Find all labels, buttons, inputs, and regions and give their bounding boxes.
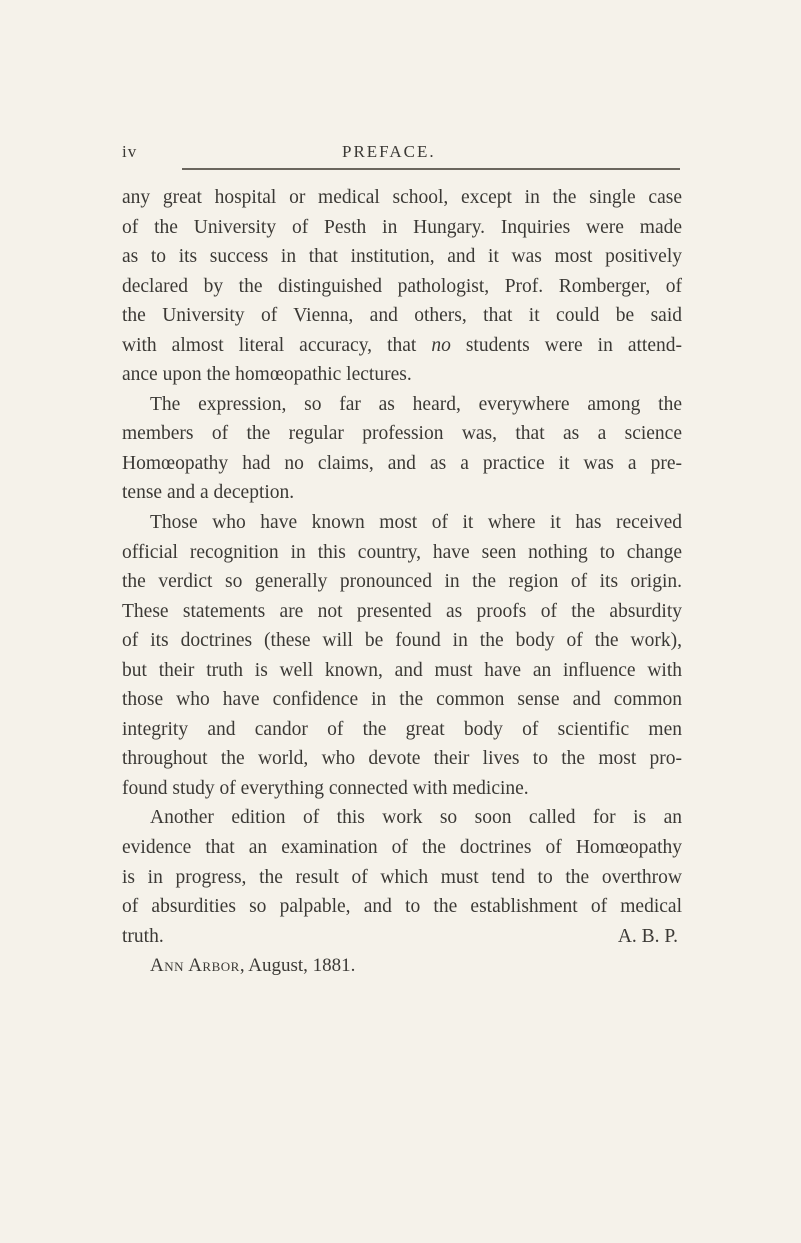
date: , August, 1881.: [239, 955, 356, 977]
text-line: ance upon the homœopathic lectures.: [122, 364, 412, 386]
text-line: members of the regular profession was, that as a science: [122, 423, 682, 445]
text-line: These statements are not presented as proofs of the absurdity: [122, 600, 682, 622]
text-line: Homœopathy had no claims, and as a practice it was a pre-: [122, 452, 682, 474]
text-line: Another edition of this work so soon called for is an: [150, 807, 682, 829]
text-line: tense and a deception.: [122, 482, 295, 504]
text-line: of its doctrines (these will be found in the body of the work),: [122, 630, 682, 652]
place: Ann Arbor: [150, 955, 240, 977]
text-line: the verdict so generally pronounced in the region of its origin.: [122, 571, 682, 593]
page-number: iv: [122, 142, 138, 161]
running-head: [122, 142, 682, 164]
closing-line: [122, 922, 682, 952]
text-line: as to its success in that institution, and it was most positively: [122, 246, 682, 268]
text-line: of absurdities so palpable, and to the establishment of medical: [122, 896, 682, 918]
closing-word: truth.: [122, 925, 164, 947]
text-segment: students were in attend-: [450, 334, 682, 356]
text-line: evidence that an examination of the doctrines of Homœopathy: [122, 837, 682, 859]
text-line: those who have confidence in the common sense and common: [122, 689, 682, 711]
place-and-date: [122, 951, 682, 981]
text-line: throughout the world, who devote their lives to the most pro-: [122, 748, 682, 770]
text-line: [122, 331, 682, 361]
text-line: official recognition in this country, have seen nothing to change: [122, 541, 682, 563]
emphasis-no: no: [431, 334, 451, 356]
text-line: any great hospital or medical school, except in the single case: [122, 187, 682, 208]
text-segment: with almost literal accuracy, that: [122, 334, 432, 356]
text-line: the University of Vienna, and others, that it could be said: [122, 305, 682, 327]
text-line: found study of everything connected with medicine.: [122, 777, 529, 799]
text-line: but their truth is well known, and must have an influence with: [122, 659, 682, 681]
text-line: integrity and candor of the great body of scientific men: [122, 718, 682, 740]
text-line: Those who have known most of it where it has received: [150, 512, 682, 534]
author-initials: A. B. P.: [617, 925, 678, 947]
running-title: PREFACE.: [342, 142, 436, 161]
header-rule: [182, 168, 680, 170]
preface-text: [122, 183, 682, 981]
text-line: of the University of Pesth in Hungary. Inquiries were made: [122, 216, 682, 238]
text-line: The expression, so far as heard, everywhere among the: [150, 393, 682, 415]
text-line: declared by the distinguished pathologist, Prof. Romberger, of: [122, 275, 682, 297]
text-line: is in progress, the result of which must tend to the overthrow: [122, 866, 682, 888]
